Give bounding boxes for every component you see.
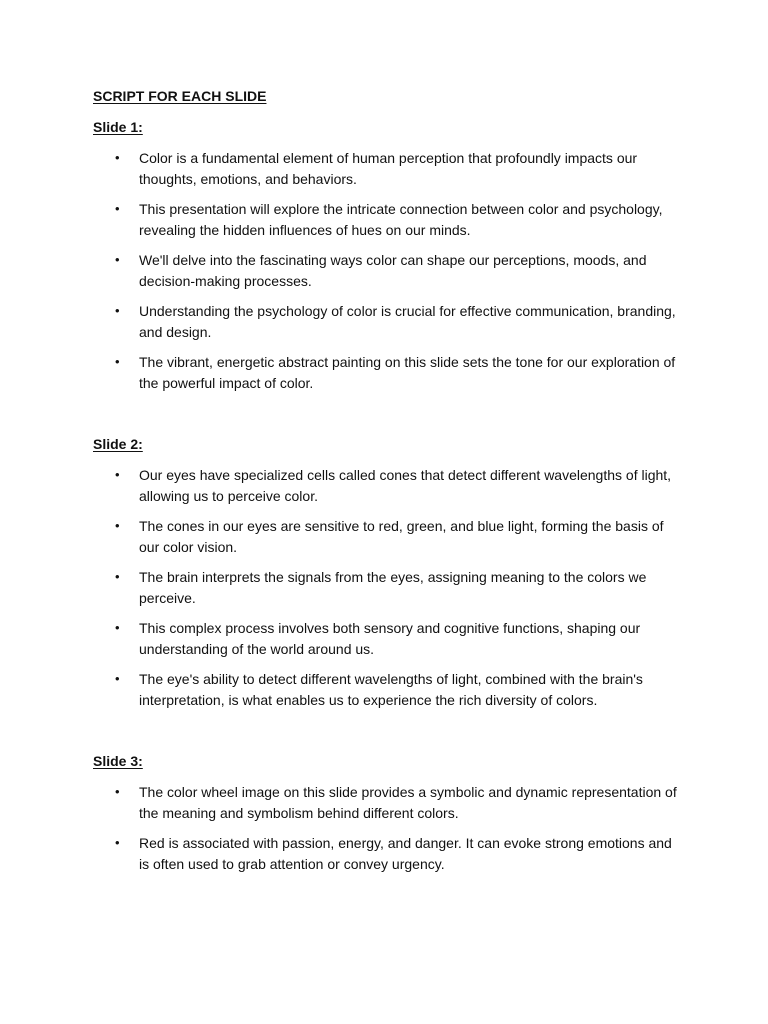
list-item	[93, 782, 683, 823]
bullet-text: Red is associated with passion, energy, and danger. It can evoke strong emotions and is often used to grab attention or convey urgency.	[139, 835, 672, 872]
bullet-list	[93, 148, 683, 393]
list-item	[93, 669, 683, 710]
bullet-text: The color wheel image on this slide provides a symbolic and dynamic representation of the meaning and symbolism behind different colors.	[139, 784, 677, 821]
bullet-icon: •	[115, 252, 120, 267]
document-title: SCRIPT FOR EACH SLIDE	[93, 88, 267, 104]
bullet-icon: •	[115, 569, 120, 584]
bullet-text: This presentation will explore the intricate connection between color and psychology, revealing the hidden influences of hues on our minds.	[139, 201, 663, 238]
bullet-text: The brain interprets the signals from the eyes, assigning meaning to the colors we perceive.	[139, 569, 647, 606]
bullet-icon: •	[115, 201, 120, 216]
bullet-text: Our eyes have specialized cells called cones that detect different wavelengths of light, allowing us to perceive color.	[139, 467, 672, 504]
bullet-text: Understanding the psychology of color is crucial for effective communication, branding, and design.	[139, 303, 676, 340]
bullet-icon: •	[115, 467, 120, 482]
bullet-text: The cones in our eyes are sensitive to red, green, and blue light, forming the basis of our color vision.	[139, 518, 664, 555]
sections-container	[93, 117, 683, 874]
slide-section	[93, 117, 683, 393]
bullet-text: We'll delve into the fascinating ways color can shape our perceptions, moods, and decision-making processes.	[139, 252, 647, 289]
bullet-icon: •	[115, 354, 120, 369]
bullet-icon: •	[115, 784, 120, 799]
list-item	[93, 567, 683, 608]
list-item	[93, 833, 683, 874]
bullet-list	[93, 782, 683, 874]
slide-heading: Slide 1:	[93, 119, 143, 135]
bullet-icon: •	[115, 150, 120, 165]
slide-heading: Slide 3:	[93, 753, 143, 769]
bullet-icon: •	[115, 518, 120, 533]
slide-section	[93, 751, 683, 874]
list-item	[93, 301, 683, 342]
list-item	[93, 465, 683, 506]
bullet-text: This complex process involves both sensory and cognitive functions, shaping our understanding of the world around us.	[139, 620, 641, 657]
list-item	[93, 516, 683, 557]
bullet-text: Color is a fundamental element of human perception that profoundly impacts our thoughts, emotions, and behaviors.	[139, 150, 638, 187]
list-item	[93, 618, 683, 659]
bullet-icon: •	[115, 620, 120, 635]
bullet-text: The eye's ability to detect different wavelengths of light, combined with the brain's interpretation, is what enables us to experience the rich diversity of colors.	[139, 671, 643, 708]
document-page	[93, 86, 683, 915]
list-item	[93, 250, 683, 291]
slide-section	[93, 434, 683, 710]
bullet-icon: •	[115, 671, 120, 686]
slide-heading: Slide 2:	[93, 436, 143, 452]
bullet-text: The vibrant, energetic abstract painting on this slide sets the tone for our exploration of the powerful impact of color.	[139, 354, 676, 391]
bullet-list	[93, 465, 683, 710]
bullet-icon: •	[115, 835, 120, 850]
list-item	[93, 148, 683, 189]
list-item	[93, 199, 683, 240]
bullet-icon: •	[115, 303, 120, 318]
list-item	[93, 352, 683, 393]
